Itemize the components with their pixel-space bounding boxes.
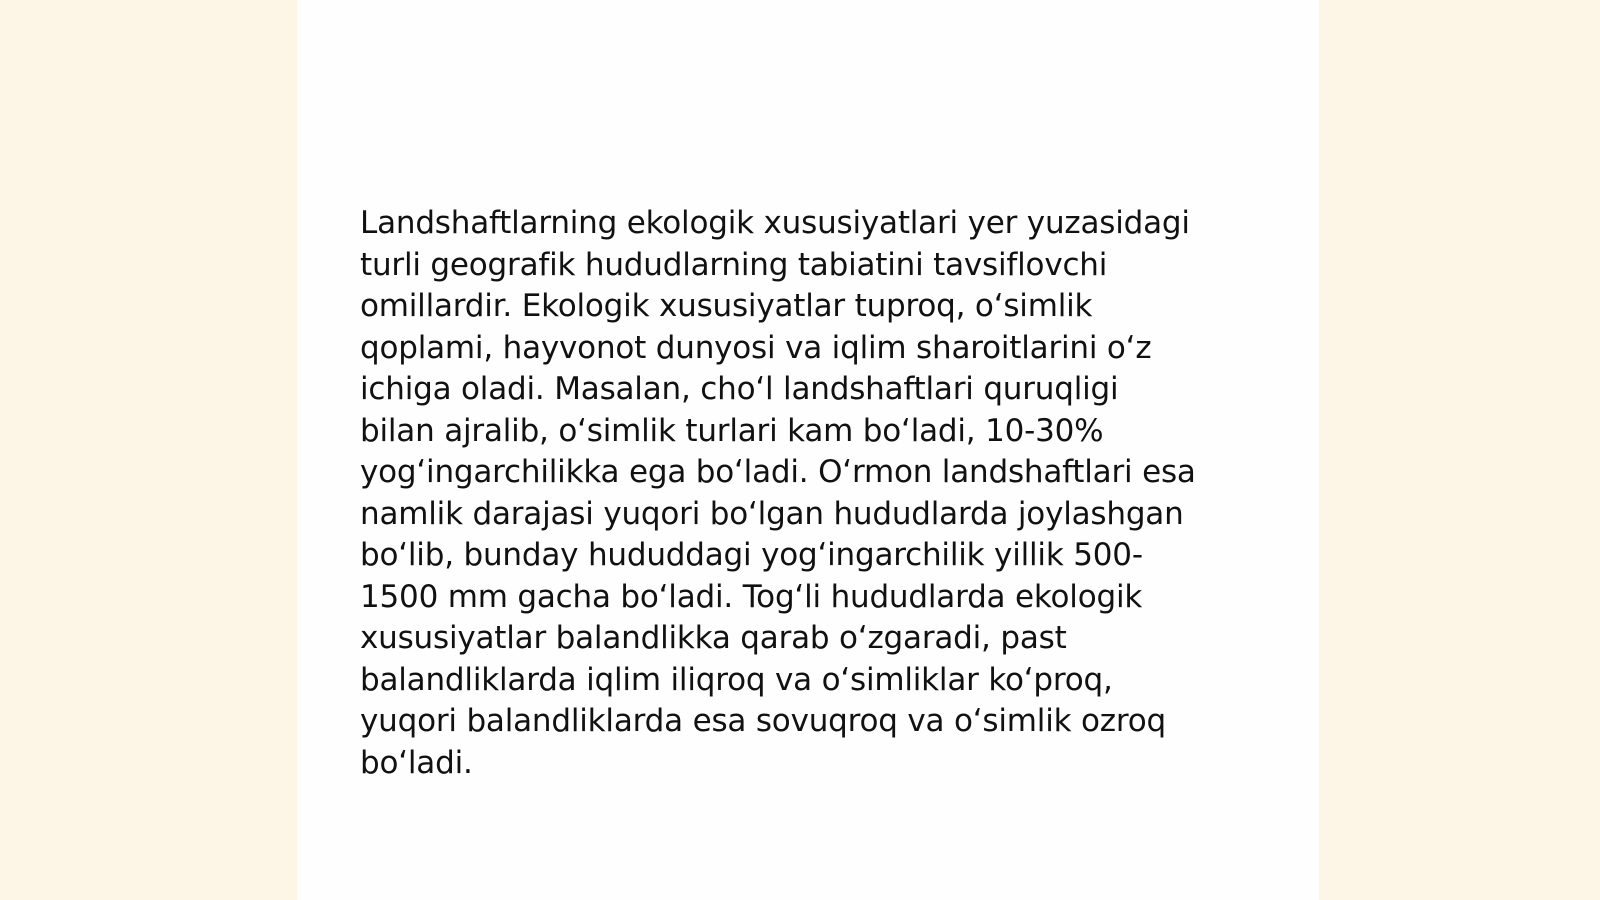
- slide-body-text: Landshaftlarning ekologik xususiyatlari yer yuzasidagi turli geografik hududlarning tabiatini tavsiflovchi omillardir. Ekologik xususiyatlar tuproq, o‘simlik qoplami, hayvonot dunyosi va iqlim sharoitlarini o‘z ichiga oladi. Masalan, cho‘l landshaftlari quruqligi bilan ajralib, o‘simlik turlari kam bo‘ladi, 10-30% yog‘ingarchilikka ega bo‘ladi. O‘rmon landshaftlari esa namlik darajasi yuqori bo‘lgan hududlarda joylashgan bo‘lib, bunday hududdagi yog‘ingarchilik yillik 500- 1500 mm gacha bo‘ladi. Tog‘li hududlarda ekologik xususiyatlar balandlikka qarab o‘zgaradi, past balandliklarda iqlim iliqroq va o‘simliklar ko‘proq, yuqori balandliklarda esa sovuqroq va o‘simlik ozroq bo‘ladi.: [360, 205, 1196, 781]
- slide: [297, 0, 1319, 900]
